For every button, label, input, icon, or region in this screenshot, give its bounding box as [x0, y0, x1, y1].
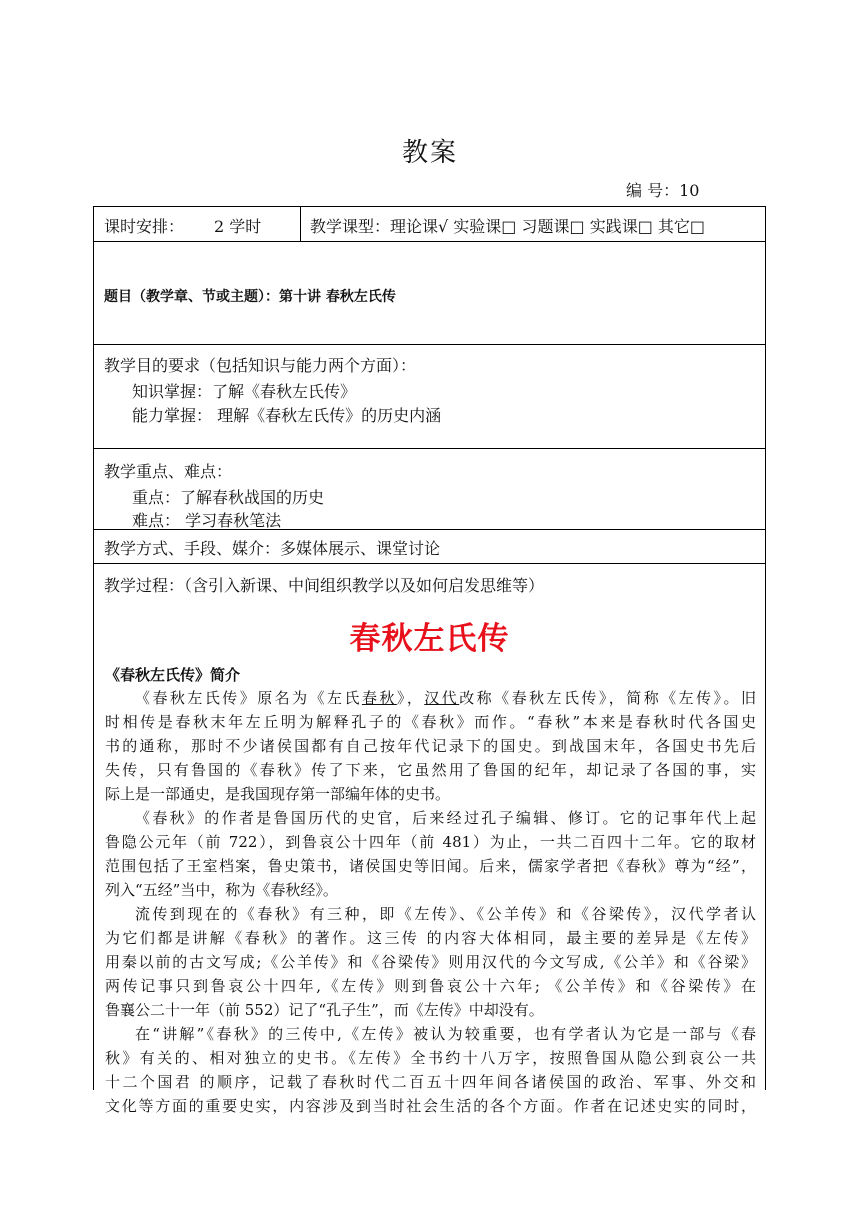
objectives-heading: 教学目的要求（包括知识与能力两个方面）： — [104, 356, 417, 375]
page-title: 教案 — [401, 138, 458, 168]
topic-text: 题目（教学章、节或主题）：第十讲 春秋左氏传 — [104, 289, 396, 305]
course-type: 教学课型：理论课√ 实验课□ 习题课□ 实践课□ 其它□ — [310, 217, 706, 236]
text-run: 改称《春秋左氏传》，简称《左传》。旧 — [459, 689, 756, 707]
paragraph-line: 在“讲解”《春秋》的三传中,《左传》被认为较重要，也有学者认为它是一部与《春 — [135, 1025, 756, 1043]
key-points-row — [94, 449, 765, 530]
objectives-row — [94, 345, 765, 449]
paragraph-line: 时相传是春秋末年左丘明为解释孔子的《春秋》而作。“春秋”本来是春秋时代各国史 — [105, 713, 756, 731]
knowledge-objective: 知识掌握：了解《春秋左氏传》 — [132, 382, 357, 401]
paragraph-line: 两传记事只到鲁哀公十四年,《左传》则到鲁哀公十六年; 《公羊传》和《谷梁传》在 — [105, 977, 756, 995]
process-row — [94, 564, 765, 1115]
paragraph-line — [105, 686, 756, 710]
paragraph-line: 鲁襄公二十一年（前 552）记了“孔子生”，而《左传》中却没有。 — [105, 1001, 544, 1019]
key-points-heading: 教学重点、难点： — [104, 462, 233, 481]
methods-text: 教学方式、手段、媒介：多媒体展示、课堂讨论 — [104, 539, 441, 558]
underlined-term: 汉代 — [424, 689, 460, 707]
topic-row — [94, 242, 765, 345]
paragraph-line: 十二个国君 的顺序，记载了春秋时代二百五十四年间各诸侯国的政治、军事、外交和 — [105, 1073, 756, 1091]
paragraph-line: 文化等方面的重要史实，内容涉及到当时社会生活的各个方面。作者在记述史实的同时， — [105, 1097, 756, 1115]
section-title: 春秋左氏传 — [349, 621, 510, 657]
paragraph-line: 流传到现在的《春秋》有三种，即《左传》、《公羊传》和《谷梁传》，汉代学者认 — [135, 905, 756, 923]
paragraph-line: 范围包括了王室档案，鲁史策书，诸侯国史等旧闻。后来，儒家学者把《春秋》尊为“经”， — [105, 857, 756, 875]
paragraph-line: 秋》有关的、相对独立的史书。《左传》全书约十八万字，按照鲁国从隐公到哀公一共 — [105, 1049, 756, 1067]
hours-value: 2 学时 — [214, 217, 262, 236]
paragraph-line: 《春秋》的作者是鲁国历代的史官，后来经过孔子编辑、修订。它的记事年代上起 — [135, 809, 756, 827]
paragraph-line: 际上是一部通史，是我国现存第一部编年体的史书。 — [105, 785, 451, 803]
underlined-term: 春秋 — [361, 689, 397, 707]
text-run: 》， — [396, 689, 425, 707]
document-number: 编 号：10 — [626, 181, 700, 200]
focus-point: 重点：了解春秋战国的历史 — [132, 488, 325, 507]
methods-row — [94, 530, 765, 564]
process-heading: 教学过程：（含引入新课、中间组织教学以及如何启发思维等） — [104, 576, 545, 595]
intro-heading: 《春秋左氏传》简介 — [105, 666, 241, 684]
difficult-point: 难点： 学习春秋笔法 — [132, 511, 282, 530]
paragraph-line: 失传，只有鲁国的《春秋》传了下来，它虽然用了鲁国的纪年，却记录了各国的事，实 — [105, 761, 756, 779]
paragraph-line: 鲁隐公元年（前 722），到鲁哀公十四年（前 481）为止，一共二百四十二年。它的取材 — [105, 833, 756, 851]
hours-cell — [94, 207, 301, 241]
paragraph-line: 列入“五经”当中，称为《春秋经》。 — [105, 881, 338, 899]
text-run: 《春秋左氏传》原名为《左氏 — [135, 689, 362, 707]
paragraph-line: 用秦以前的古文写成;《公羊传》和《谷梁传》则用汉代的今文写成,《公羊》和《谷梁》 — [105, 953, 756, 971]
paragraph-line: 为它们都是讲解《春秋》的著作。这三传 的内容大体相同，最主要的差异是《左传》 — [105, 929, 756, 947]
lesson-plan-table — [93, 206, 766, 1115]
hours-label: 课时安排： — [104, 217, 185, 236]
ability-objective: 能力掌握： 理解《春秋左氏传》的历史内涵 — [132, 406, 442, 425]
paragraph-line: 书的通称，那时不少诸侯国都有自己按年代记录下的国史。到战国末年，各国史书先后 — [105, 737, 756, 755]
schedule-row — [94, 207, 765, 242]
